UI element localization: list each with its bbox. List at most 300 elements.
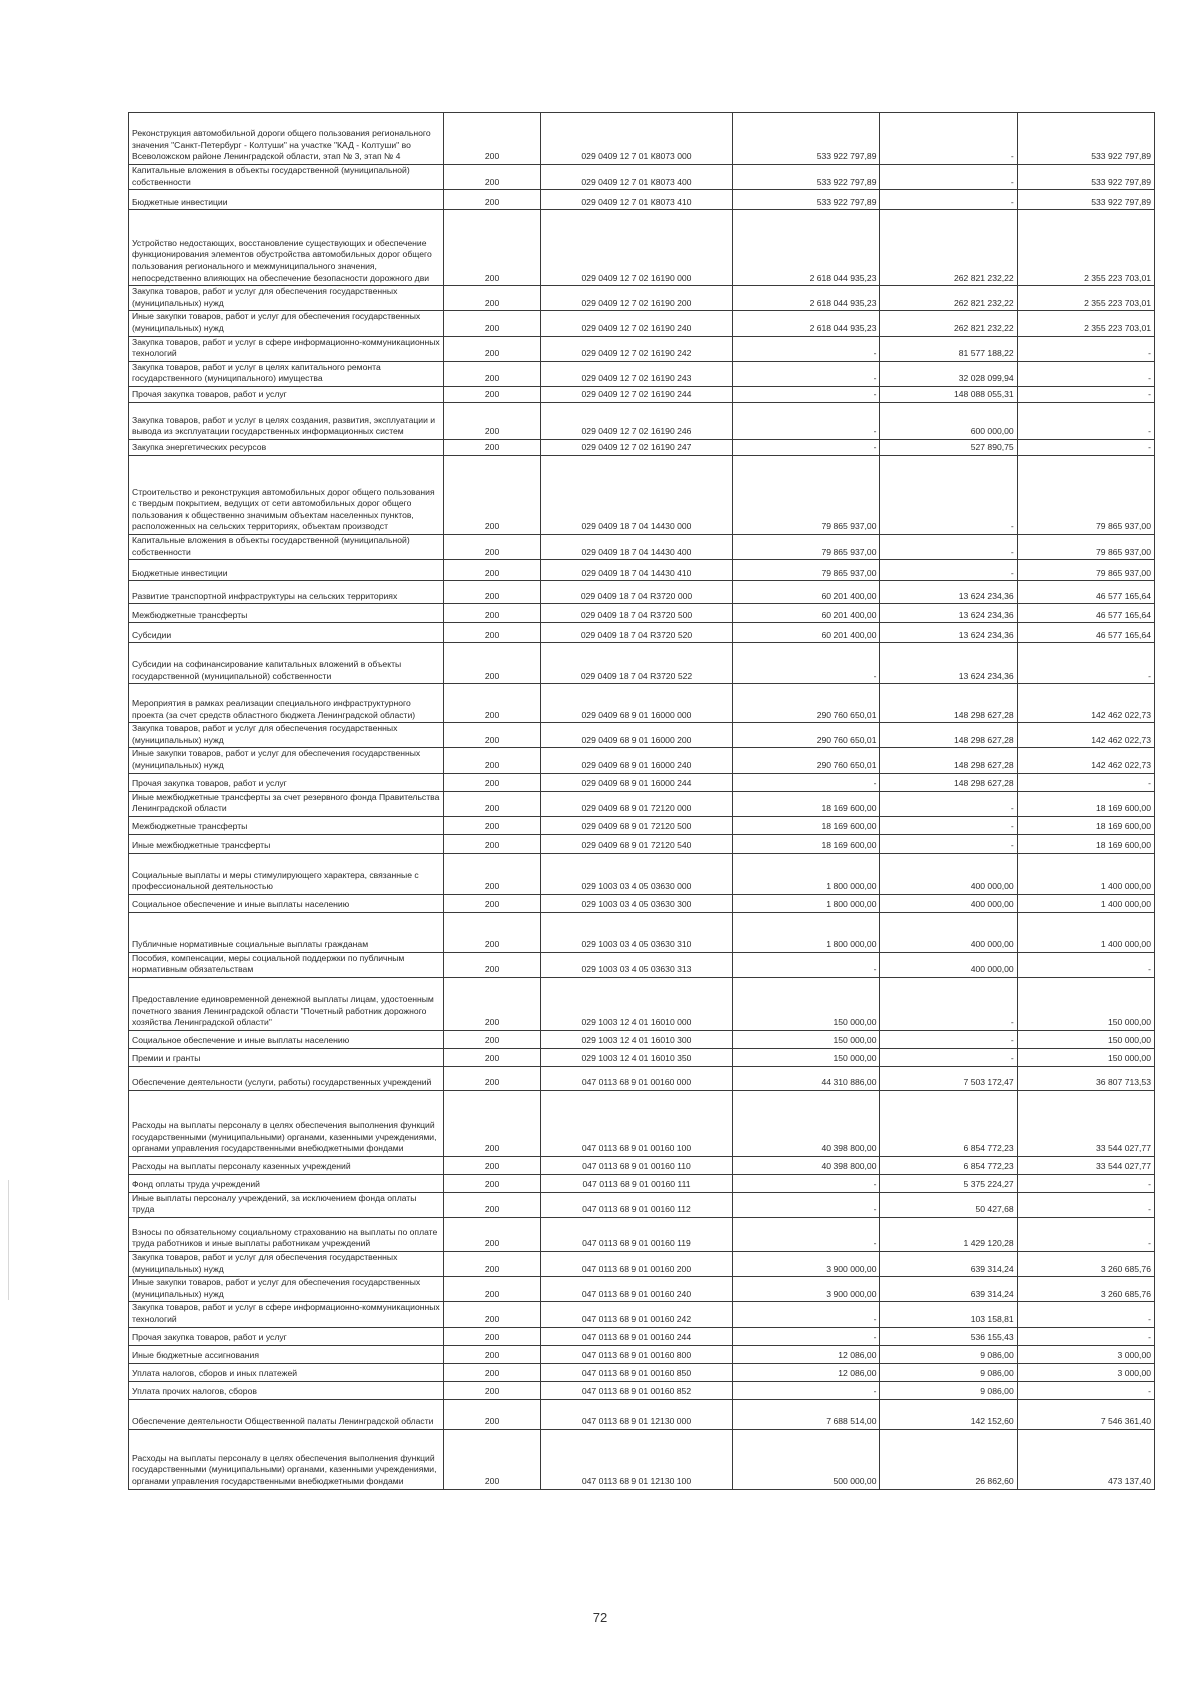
cell-sum-total: 18 169 600,00	[733, 791, 880, 816]
cell-sum-2: 400 000,00	[880, 912, 1017, 952]
cell-sum-total: -	[733, 336, 880, 361]
budget-execution-table	[128, 112, 1155, 1490]
cell-sum-total: 150 000,00	[733, 1030, 880, 1048]
cell-kbk: 029 0409 68 9 01 72120 500	[540, 816, 733, 834]
cell-name: Публичные нормативные социальные выплаты гражданам	[129, 912, 444, 952]
cell-sum-3: -	[1017, 1192, 1154, 1217]
table-row	[129, 113, 1155, 165]
table-row	[129, 439, 1155, 455]
cell-name: Расходы на выплаты персоналу в целях обеспечения выполнения функций государственными (муниципальными) органами, казенными учреждениями, органами управления государственными внебюджетными фондами	[129, 1429, 444, 1489]
cell-code: 200	[444, 439, 540, 455]
cell-sum-3: -	[1017, 439, 1154, 455]
cell-code: 200	[444, 894, 540, 912]
cell-kbk: 047 0113 68 9 01 00160 111	[540, 1174, 733, 1192]
cell-code: 200	[444, 604, 540, 623]
cell-name: Обеспечение деятельности Общественной палаты Ленинградской области	[129, 1399, 444, 1429]
cell-sum-3: 33 544 027,77	[1017, 1090, 1154, 1156]
cell-sum-total: -	[733, 643, 880, 684]
cell-code: 200	[444, 1302, 540, 1327]
cell-sum-total: 60 201 400,00	[733, 604, 880, 623]
cell-sum-total: 3 900 000,00	[733, 1252, 880, 1277]
table-row	[129, 912, 1155, 952]
cell-code: 200	[444, 643, 540, 684]
cell-sum-3: 79 865 937,00	[1017, 560, 1154, 581]
cell-name: Прочая закупка товаров, работ и услуг	[129, 1327, 444, 1345]
cell-sum-3: 533 922 797,89	[1017, 113, 1154, 165]
cell-name: Иные закупки товаров, работ и услуг для обеспечения государственных (муниципальных) нужд	[129, 1277, 444, 1302]
table-row	[129, 1302, 1155, 1327]
cell-name: Иные бюджетные ассигнования	[129, 1345, 444, 1363]
cell-name: Социальное обеспечение и иные выплаты населению	[129, 1030, 444, 1048]
cell-code: 200	[444, 952, 540, 977]
cell-sum-total: 150 000,00	[733, 977, 880, 1030]
table-row	[129, 894, 1155, 912]
cell-sum-3: -	[1017, 1327, 1154, 1345]
cell-sum-2: 9 086,00	[880, 1345, 1017, 1363]
cell-sum-2: 262 821 232,22	[880, 210, 1017, 286]
cell-sum-3: 533 922 797,89	[1017, 190, 1154, 210]
table-row	[129, 791, 1155, 816]
cell-kbk: 029 0409 68 9 01 16000 000	[540, 684, 733, 723]
cell-sum-2: -	[880, 816, 1017, 834]
page-number: 72	[592, 1610, 608, 1625]
cell-sum-2: -	[880, 1030, 1017, 1048]
table-row	[129, 643, 1155, 684]
cell-kbk: 047 0113 68 9 01 00160 119	[540, 1218, 733, 1252]
cell-sum-2: 536 155,43	[880, 1327, 1017, 1345]
table-row	[129, 336, 1155, 361]
cell-code: 200	[444, 534, 540, 559]
cell-sum-2: 32 028 099,94	[880, 361, 1017, 386]
cell-code: 200	[444, 1048, 540, 1066]
cell-sum-2: 7 503 172,47	[880, 1066, 1017, 1090]
cell-name: Бюджетные инвестиции	[129, 190, 444, 210]
cell-sum-total: 60 201 400,00	[733, 581, 880, 604]
cell-sum-3: 3 260 685,76	[1017, 1252, 1154, 1277]
table-row	[129, 1066, 1155, 1090]
cell-sum-total: 12 086,00	[733, 1345, 880, 1363]
cell-kbk: 047 0113 68 9 01 00160 110	[540, 1156, 733, 1174]
table-row	[129, 773, 1155, 791]
cell-sum-total: 7 688 514,00	[733, 1399, 880, 1429]
cell-kbk: 029 0409 68 9 01 16000 240	[540, 748, 733, 773]
cell-sum-3: 2 355 223 703,01	[1017, 311, 1154, 336]
cell-sum-total: -	[733, 1381, 880, 1399]
table-row	[129, 210, 1155, 286]
cell-sum-total: 1 800 000,00	[733, 853, 880, 894]
table-row	[129, 853, 1155, 894]
cell-sum-total: 290 760 650,01	[733, 748, 880, 773]
cell-sum-total: 290 760 650,01	[733, 723, 880, 748]
cell-sum-total: -	[733, 1174, 880, 1192]
cell-name: Межбюджетные трансферты	[129, 604, 444, 623]
cell-name: Предоставление единовременной денежной выплаты лицам, удостоенным почетного звания Ленинградской области "Почетный работник дорожного хозяйства Ленинградской области"	[129, 977, 444, 1030]
cell-name: Социальное обеспечение и иные выплаты населению	[129, 894, 444, 912]
cell-sum-total: 2 618 044 935,23	[733, 286, 880, 311]
cell-kbk: 029 0409 12 7 02 16190 242	[540, 336, 733, 361]
cell-code: 200	[444, 1277, 540, 1302]
cell-kbk: 047 0113 68 9 01 00160 242	[540, 1302, 733, 1327]
cell-sum-3: -	[1017, 952, 1154, 977]
cell-name: Взносы по обязательному социальному страхованию на выплаты по оплате труда работников и иные выплаты работникам учреждений	[129, 1218, 444, 1252]
cell-code: 200	[444, 311, 540, 336]
cell-sum-total: 12 086,00	[733, 1363, 880, 1381]
table-row	[129, 623, 1155, 643]
cell-code: 200	[444, 1030, 540, 1048]
cell-sum-3: 1 400 000,00	[1017, 912, 1154, 952]
cell-sum-3: 1 400 000,00	[1017, 853, 1154, 894]
cell-sum-total: -	[733, 1192, 880, 1217]
table-row	[129, 1252, 1155, 1277]
cell-kbk: 029 0409 68 9 01 72120 540	[540, 834, 733, 853]
table-row	[129, 1345, 1155, 1363]
cell-sum-2: 9 086,00	[880, 1363, 1017, 1381]
cell-sum-total: -	[733, 1218, 880, 1252]
cell-name: Иные межбюджетные трансферты за счет резервного фонда Правительства Ленинградской области	[129, 791, 444, 816]
cell-kbk: 047 0113 68 9 01 00160 800	[540, 1345, 733, 1363]
cell-kbk: 029 1003 03 4 05 03630 310	[540, 912, 733, 952]
cell-kbk: 047 0113 68 9 01 00160 000	[540, 1066, 733, 1090]
table-row	[129, 286, 1155, 311]
cell-sum-2: -	[880, 165, 1017, 190]
cell-name: Пособия, компенсации, меры социальной поддержки по публичным нормативным обязательствам	[129, 952, 444, 977]
cell-sum-3: 46 577 165,64	[1017, 581, 1154, 604]
cell-sum-2: -	[880, 791, 1017, 816]
cell-code: 200	[444, 1399, 540, 1429]
table-row	[129, 1174, 1155, 1192]
cell-sum-2: -	[880, 113, 1017, 165]
cell-kbk: 047 0113 68 9 01 12130 000	[540, 1399, 733, 1429]
cell-sum-3: 3 260 685,76	[1017, 1277, 1154, 1302]
cell-sum-total: 18 169 600,00	[733, 816, 880, 834]
cell-kbk: 047 0113 68 9 01 00160 100	[540, 1090, 733, 1156]
scan-margin-line	[8, 1180, 9, 1300]
cell-code: 200	[444, 1363, 540, 1381]
cell-sum-2: 13 624 234,36	[880, 604, 1017, 623]
cell-code: 200	[444, 402, 540, 439]
cell-sum-2: -	[880, 834, 1017, 853]
cell-code: 200	[444, 1174, 540, 1192]
cell-kbk: 029 0409 68 9 01 72120 000	[540, 791, 733, 816]
cell-sum-3: 79 865 937,00	[1017, 534, 1154, 559]
cell-kbk: 029 0409 18 7 04 R3720 522	[540, 643, 733, 684]
cell-sum-3: -	[1017, 402, 1154, 439]
cell-code: 200	[444, 1156, 540, 1174]
cell-sum-2: 400 000,00	[880, 853, 1017, 894]
cell-code: 200	[444, 912, 540, 952]
cell-sum-total: -	[733, 439, 880, 455]
cell-code: 200	[444, 853, 540, 894]
cell-name: Закупка товаров, работ и услуг для обеспечения государственных (муниципальных) нужд	[129, 1252, 444, 1277]
cell-kbk: 029 0409 18 7 04 R3720 500	[540, 604, 733, 623]
cell-kbk: 047 0113 68 9 01 00160 240	[540, 1277, 733, 1302]
cell-kbk: 029 0409 12 7 02 16190 000	[540, 210, 733, 286]
cell-code: 200	[444, 581, 540, 604]
table-body	[129, 113, 1155, 1490]
cell-sum-total: -	[733, 1327, 880, 1345]
cell-sum-3: -	[1017, 336, 1154, 361]
cell-kbk: 047 0113 68 9 01 00160 852	[540, 1381, 733, 1399]
cell-sum-2: -	[880, 977, 1017, 1030]
cell-sum-2: -	[880, 190, 1017, 210]
cell-sum-3: 18 169 600,00	[1017, 834, 1154, 853]
table-row	[129, 1218, 1155, 1252]
cell-sum-2: -	[880, 560, 1017, 581]
cell-sum-3: -	[1017, 643, 1154, 684]
cell-sum-total: 1 800 000,00	[733, 912, 880, 952]
cell-sum-2: 81 577 188,22	[880, 336, 1017, 361]
cell-code: 200	[444, 190, 540, 210]
cell-sum-total: 79 865 937,00	[733, 534, 880, 559]
cell-name: Расходы на выплаты персоналу в целях обеспечения выполнения функций государственными (муниципальными) органами, казенными учреждениями, органами управления государственными внебюджетными фондами	[129, 1090, 444, 1156]
cell-name: Иные закупки товаров, работ и услуг для обеспечения государственных (муниципальных) нужд	[129, 311, 444, 336]
cell-sum-3: 2 355 223 703,01	[1017, 286, 1154, 311]
cell-kbk: 029 0409 12 7 01 К8073 410	[540, 190, 733, 210]
cell-name: Закупка товаров, работ и услуг для обеспечения государственных (муниципальных) нужд	[129, 723, 444, 748]
table-row	[129, 165, 1155, 190]
cell-sum-3: 142 462 022,73	[1017, 748, 1154, 773]
cell-kbk: 029 1003 12 4 01 16010 000	[540, 977, 733, 1030]
cell-name: Субсидии на софинансирование капитальных вложений в объекты государственной (муниципальной) собственности	[129, 643, 444, 684]
cell-sum-total: 533 922 797,89	[733, 165, 880, 190]
cell-sum-total: -	[733, 773, 880, 791]
cell-sum-2: 148 298 627,28	[880, 723, 1017, 748]
cell-sum-total: -	[733, 1302, 880, 1327]
cell-kbk: 029 0409 12 7 02 16190 240	[540, 311, 733, 336]
table-row	[129, 1381, 1155, 1399]
table-row	[129, 190, 1155, 210]
cell-kbk: 047 0113 68 9 01 00160 200	[540, 1252, 733, 1277]
cell-sum-total: 3 900 000,00	[733, 1277, 880, 1302]
cell-code: 200	[444, 1090, 540, 1156]
table-row	[129, 1156, 1155, 1174]
cell-name: Уплата прочих налогов, сборов	[129, 1381, 444, 1399]
cell-name: Закупка товаров, работ и услуг для обеспечения государственных (муниципальных) нужд	[129, 286, 444, 311]
cell-sum-3: 36 807 713,53	[1017, 1066, 1154, 1090]
table-row	[129, 604, 1155, 623]
cell-name: Уплата налогов, сборов и иных платежей	[129, 1363, 444, 1381]
cell-sum-3: 150 000,00	[1017, 1030, 1154, 1048]
cell-sum-2: -	[880, 1048, 1017, 1066]
cell-kbk: 029 0409 12 7 02 16190 200	[540, 286, 733, 311]
cell-sum-3: -	[1017, 361, 1154, 386]
cell-sum-total: -	[733, 386, 880, 402]
cell-name: Закупка товаров, работ и услуг в сфере информационно-коммуникационных технологий	[129, 336, 444, 361]
cell-sum-2: 400 000,00	[880, 952, 1017, 977]
cell-code: 200	[444, 361, 540, 386]
cell-sum-3: 18 169 600,00	[1017, 816, 1154, 834]
cell-sum-3: 150 000,00	[1017, 1048, 1154, 1066]
cell-sum-3: 533 922 797,89	[1017, 165, 1154, 190]
cell-sum-3: -	[1017, 1174, 1154, 1192]
cell-kbk: 029 1003 12 4 01 16010 350	[540, 1048, 733, 1066]
cell-kbk: 047 0113 68 9 01 00160 112	[540, 1192, 733, 1217]
cell-code: 200	[444, 455, 540, 534]
cell-sum-3: 3 000,00	[1017, 1363, 1154, 1381]
cell-kbk: 029 0409 12 7 02 16190 244	[540, 386, 733, 402]
cell-sum-3: 18 169 600,00	[1017, 791, 1154, 816]
cell-kbk: 029 1003 12 4 01 16010 300	[540, 1030, 733, 1048]
cell-sum-2: 13 624 234,36	[880, 643, 1017, 684]
cell-sum-2: 103 158,81	[880, 1302, 1017, 1327]
cell-code: 200	[444, 1192, 540, 1217]
cell-name: Расходы на выплаты персоналу казенных учреждений	[129, 1156, 444, 1174]
cell-sum-2: 13 624 234,36	[880, 623, 1017, 643]
cell-code: 200	[444, 1345, 540, 1363]
cell-sum-3: 142 462 022,73	[1017, 723, 1154, 748]
table-row	[129, 1090, 1155, 1156]
cell-kbk: 029 0409 18 7 04 R3720 520	[540, 623, 733, 643]
cell-code: 200	[444, 336, 540, 361]
cell-name: Реконструкция автомобильной дороги общего пользования регионального значения "Санкт-Петербург - Колтуши" на участке "КАД - Колтуши" во Всеволожском районе Ленинградской области, этап № 3, этап № 4	[129, 113, 444, 165]
table-row	[129, 1429, 1155, 1489]
cell-code: 200	[444, 623, 540, 643]
cell-code: 200	[444, 1429, 540, 1489]
cell-code: 200	[444, 1066, 540, 1090]
cell-kbk: 029 0409 12 7 01 К8073 000	[540, 113, 733, 165]
cell-name: Мероприятия в рамках реализации специального инфраструктурного проекта (за счет средств областного бюджета Ленинградской области)	[129, 684, 444, 723]
cell-sum-2: 400 000,00	[880, 894, 1017, 912]
cell-sum-2: 6 854 772,23	[880, 1090, 1017, 1156]
cell-name: Иные выплаты персоналу учреждений, за исключением фонда оплаты труда	[129, 1192, 444, 1217]
cell-name: Прочая закупка товаров, работ и услуг	[129, 386, 444, 402]
cell-sum-3: 7 546 361,40	[1017, 1399, 1154, 1429]
table-row	[129, 748, 1155, 773]
cell-sum-2: 6 854 772,23	[880, 1156, 1017, 1174]
table-row	[129, 1192, 1155, 1217]
cell-code: 200	[444, 748, 540, 773]
cell-sum-total: 1 800 000,00	[733, 894, 880, 912]
table-row	[129, 386, 1155, 402]
cell-sum-3: 473 137,40	[1017, 1429, 1154, 1489]
cell-sum-2: 26 862,60	[880, 1429, 1017, 1489]
cell-kbk: 029 0409 18 7 04 R3720 000	[540, 581, 733, 604]
cell-code: 200	[444, 1381, 540, 1399]
cell-name: Обеспечение деятельности (услуги, работы) государственных учреждений	[129, 1066, 444, 1090]
cell-name: Устройство недостающих, восстановление существующих и обеспечение функционирования элементов обустройства автомобильных дорог общего пользования регионального и межмуниципального значения, непосредственно влияющих на обеспечение безопасности дорожного дви	[129, 210, 444, 286]
cell-sum-3: 3 000,00	[1017, 1345, 1154, 1363]
cell-sum-3: -	[1017, 1302, 1154, 1327]
cell-sum-total: 290 760 650,01	[733, 684, 880, 723]
cell-name: Субсидии	[129, 623, 444, 643]
cell-sum-total: -	[733, 402, 880, 439]
cell-kbk: 029 1003 03 4 05 03630 300	[540, 894, 733, 912]
cell-kbk: 029 0409 68 9 01 16000 200	[540, 723, 733, 748]
cell-kbk: 047 0113 68 9 01 12130 100	[540, 1429, 733, 1489]
cell-sum-total: -	[733, 361, 880, 386]
cell-name: Строительство и реконструкция автомобильных дорог общего пользования с твердым покрытием, ведущих от сети автомобильных дорог общего пользования к общественно значимым объектам населенных пунктов, расположенных на сельских территориях, объектам производст	[129, 455, 444, 534]
cell-sum-total: 533 922 797,89	[733, 190, 880, 210]
cell-name: Развитие транспортной инфраструктуры на сельских территориях	[129, 581, 444, 604]
cell-name: Закупка товаров, работ и услуг в целях создания, развития, эксплуатации и вывода из эксплуатации государственных информационных систем	[129, 402, 444, 439]
table-row	[129, 455, 1155, 534]
cell-sum-total: 2 618 044 935,23	[733, 311, 880, 336]
cell-code: 200	[444, 210, 540, 286]
cell-sum-2: 13 624 234,36	[880, 581, 1017, 604]
table-row	[129, 816, 1155, 834]
cell-sum-total: 2 618 044 935,23	[733, 210, 880, 286]
cell-sum-2: 148 298 627,28	[880, 748, 1017, 773]
cell-sum-total: 40 398 800,00	[733, 1090, 880, 1156]
table-row	[129, 560, 1155, 581]
table-row	[129, 1399, 1155, 1429]
cell-name: Премии и гранты	[129, 1048, 444, 1066]
cell-sum-2: 9 086,00	[880, 1381, 1017, 1399]
cell-code: 200	[444, 165, 540, 190]
cell-sum-2: 148 088 055,31	[880, 386, 1017, 402]
cell-kbk: 029 0409 18 7 04 14430 410	[540, 560, 733, 581]
table-row	[129, 952, 1155, 977]
cell-kbk: 029 0409 12 7 02 16190 243	[540, 361, 733, 386]
cell-name: Социальные выплаты и меры стимулирующего характера, связанные с профессиональной деятельностью	[129, 853, 444, 894]
cell-sum-3: 150 000,00	[1017, 977, 1154, 1030]
cell-code: 200	[444, 791, 540, 816]
cell-sum-2: 527 890,75	[880, 439, 1017, 455]
cell-code: 200	[444, 684, 540, 723]
cell-code: 200	[444, 386, 540, 402]
cell-sum-total: 79 865 937,00	[733, 455, 880, 534]
cell-code: 200	[444, 1218, 540, 1252]
cell-code: 200	[444, 286, 540, 311]
cell-sum-3: 46 577 165,64	[1017, 604, 1154, 623]
table-row	[129, 581, 1155, 604]
table-row	[129, 834, 1155, 853]
cell-kbk: 029 0409 12 7 01 К8073 400	[540, 165, 733, 190]
cell-name: Иные межбюджетные трансферты	[129, 834, 444, 853]
cell-name: Капитальные вложения в объекты государственной (муниципальной) собственности	[129, 534, 444, 559]
cell-sum-3: -	[1017, 1381, 1154, 1399]
cell-sum-total: 150 000,00	[733, 1048, 880, 1066]
cell-kbk: 029 0409 18 7 04 14430 000	[540, 455, 733, 534]
cell-sum-total: 44 310 886,00	[733, 1066, 880, 1090]
cell-sum-total: 79 865 937,00	[733, 560, 880, 581]
cell-sum-total: 500 000,00	[733, 1429, 880, 1489]
cell-sum-2: 262 821 232,22	[880, 311, 1017, 336]
cell-sum-total: 533 922 797,89	[733, 113, 880, 165]
cell-sum-3: -	[1017, 386, 1154, 402]
cell-sum-total: 18 169 600,00	[733, 834, 880, 853]
cell-sum-3: 142 462 022,73	[1017, 684, 1154, 723]
cell-name: Закупка товаров, работ и услуг в сфере информационно-коммуникационных технологий	[129, 1302, 444, 1327]
cell-sum-3: -	[1017, 1218, 1154, 1252]
cell-name: Межбюджетные трансферты	[129, 816, 444, 834]
cell-sum-2: 600 000,00	[880, 402, 1017, 439]
cell-kbk: 047 0113 68 9 01 00160 850	[540, 1363, 733, 1381]
cell-kbk: 029 0409 12 7 02 16190 247	[540, 439, 733, 455]
cell-kbk: 029 1003 03 4 05 03630 313	[540, 952, 733, 977]
cell-sum-2: 1 429 120,28	[880, 1218, 1017, 1252]
cell-sum-total: 60 201 400,00	[733, 623, 880, 643]
cell-code: 200	[444, 977, 540, 1030]
cell-sum-2: 148 298 627,28	[880, 773, 1017, 791]
table-row	[129, 402, 1155, 439]
cell-code: 200	[444, 1327, 540, 1345]
cell-sum-3: 33 544 027,77	[1017, 1156, 1154, 1174]
cell-sum-2: 639 314,24	[880, 1277, 1017, 1302]
cell-sum-3: 1 400 000,00	[1017, 894, 1154, 912]
cell-sum-3: -	[1017, 773, 1154, 791]
table-row	[129, 361, 1155, 386]
cell-sum-3: 2 355 223 703,01	[1017, 210, 1154, 286]
cell-name: Иные закупки товаров, работ и услуг для обеспечения государственных (муниципальных) нужд	[129, 748, 444, 773]
cell-name: Капитальные вложения в объекты государственной (муниципальной) собственности	[129, 165, 444, 190]
cell-sum-2: 262 821 232,22	[880, 286, 1017, 311]
cell-code: 200	[444, 816, 540, 834]
cell-kbk: 029 0409 68 9 01 16000 244	[540, 773, 733, 791]
cell-sum-2: 50 427,68	[880, 1192, 1017, 1217]
cell-name: Фонд оплаты труда учреждений	[129, 1174, 444, 1192]
cell-name: Бюджетные инвестиции	[129, 560, 444, 581]
